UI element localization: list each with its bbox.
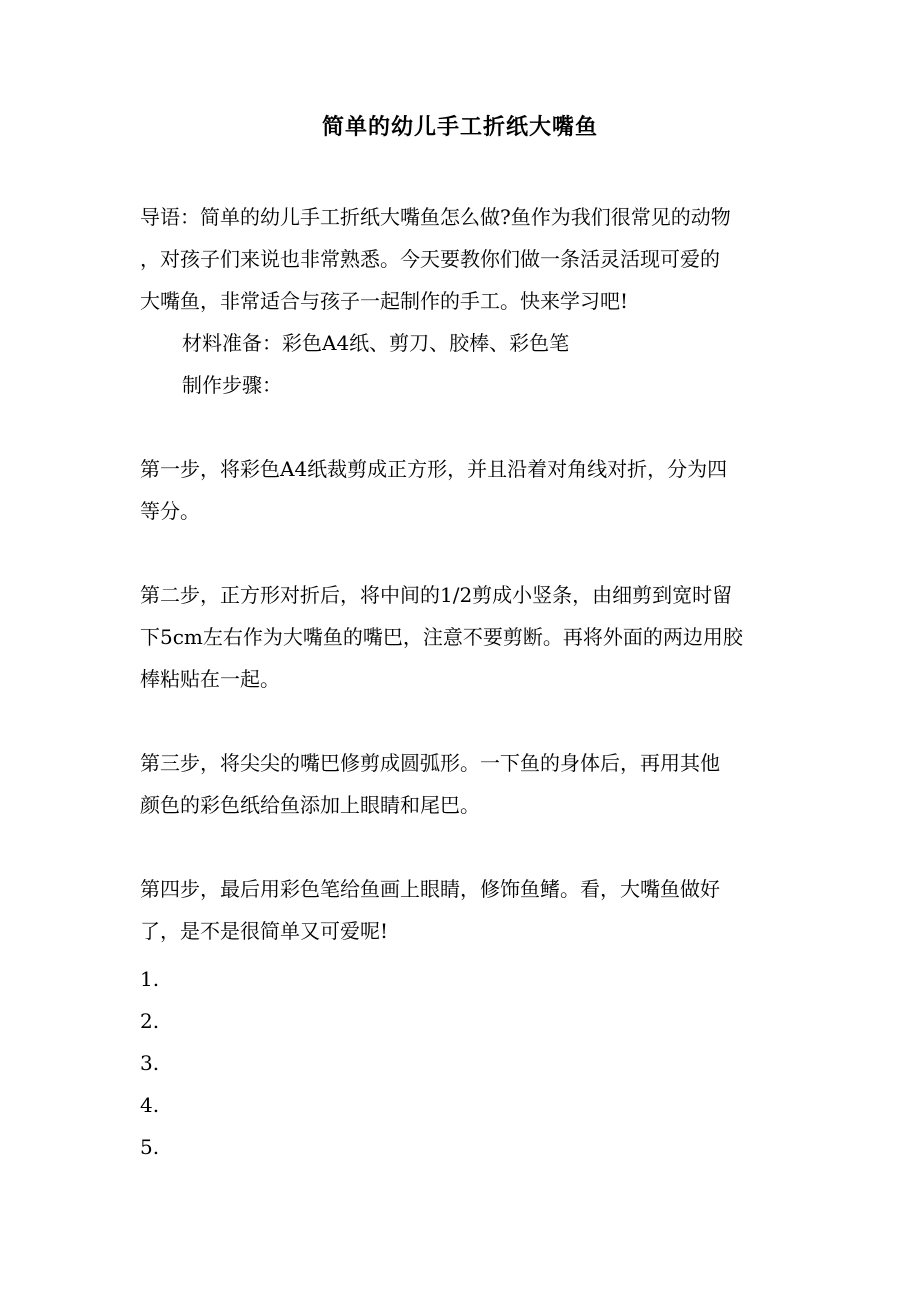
step-line: 了，是不是很简单又可爱呢! xyxy=(140,919,389,943)
list-item: 5. xyxy=(140,1135,160,1159)
list-item: 3. xyxy=(140,1051,160,1075)
numbered-list xyxy=(140,958,780,1168)
step-line: 第三步，将尖尖的嘴巴修剪成圆弧形。一下鱼的身体后，再用其他 xyxy=(140,751,720,775)
intro-paragraph xyxy=(140,196,780,322)
step-line: 下5cm左右作为大嘴鱼的嘴巴，注意不要剪断。再将外面的两边用胶 xyxy=(140,625,743,649)
intro-line: 大嘴鱼，非常适合与孩子一起制作的手工。快来学习吧! xyxy=(140,289,629,313)
step-4-paragraph xyxy=(140,868,780,952)
list-item: 1. xyxy=(140,967,160,991)
list-item: 2. xyxy=(140,1009,160,1033)
list-item: 4. xyxy=(140,1093,160,1117)
step-line: 颜色的彩色纸给鱼添加上眼睛和尾巴。 xyxy=(140,793,480,817)
step-3-paragraph xyxy=(140,742,780,826)
step-2-paragraph xyxy=(140,574,780,700)
intro-line: ，对孩子们来说也非常熟悉。今天要教你们做一条活灵活现可爱的 xyxy=(140,247,720,271)
steps-heading: 制作步骤： xyxy=(182,373,282,397)
step-line: 棒粘贴在一起。 xyxy=(140,667,280,691)
materials-line: 材料准备：彩色A4纸、剪刀、胶棒、彩色笔 xyxy=(182,331,570,355)
step-line: 第一步，将彩色A4纸裁剪成正方形，并且沿着对角线对折，分为四 xyxy=(140,457,728,481)
step-1-paragraph xyxy=(140,448,780,532)
step-line: 第二步，正方形对折后，将中间的1/2剪成小竖条，由细剪到宽时留 xyxy=(140,583,733,607)
step-line: 第四步，最后用彩色笔给鱼画上眼睛，修饰鱼鳍。看，大嘴鱼做好 xyxy=(140,877,720,901)
page-title: 简单的幼儿手工折纸大嘴鱼 xyxy=(321,114,598,140)
step-line: 等分。 xyxy=(140,499,200,523)
intro-line: 导语：简单的幼儿手工折纸大嘴鱼怎么做?鱼作为我们很常见的动物 xyxy=(140,205,731,229)
